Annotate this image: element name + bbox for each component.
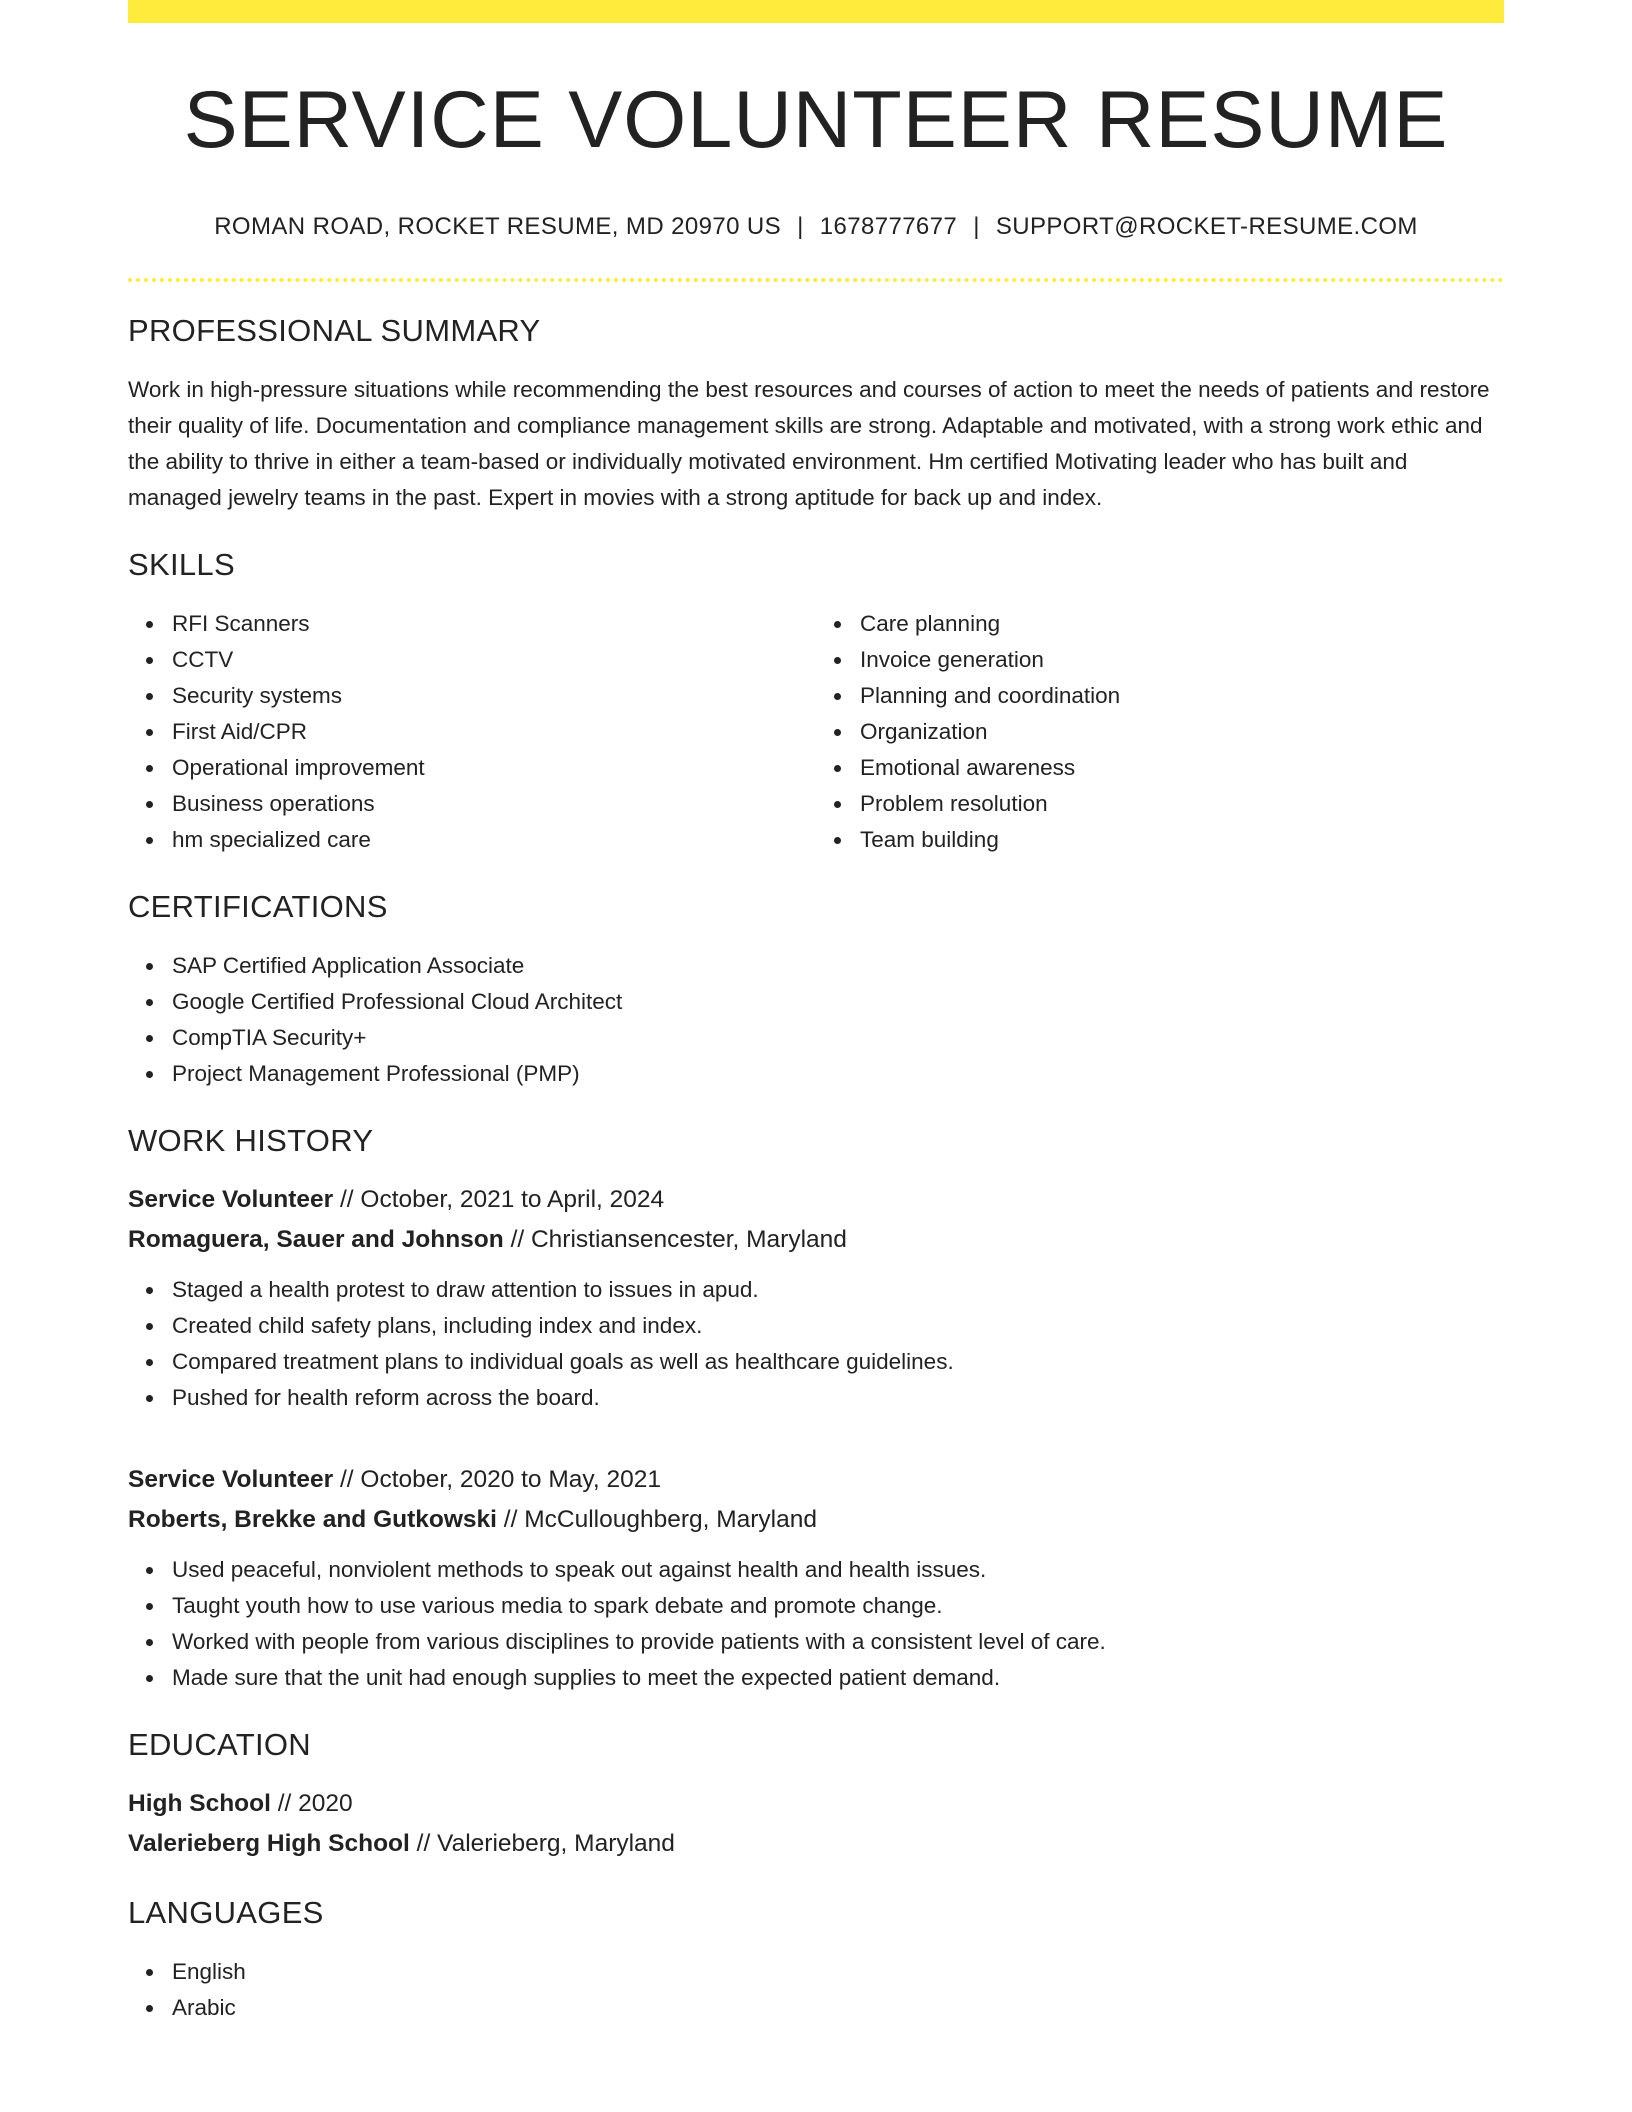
skill-item: RFI Scanners	[172, 606, 816, 642]
education-school-line	[128, 1824, 1504, 1864]
skill-item: Team building	[860, 822, 1504, 858]
skill-item: Planning and coordination	[860, 678, 1504, 714]
languages-section	[128, 1897, 1504, 2026]
summary-paragraph: Work in high-pressure situations while recommending the best resources and courses of action to meet the needs of patients and restore their quality of life. Documentation and compliance management skills are strong. Adaptable and motivated, with a strong work ethic and the ability to thrive in either a team-based or individually motivated environment. Hm certified Motivating leader who has built and managed jewelry teams in the past. Expert in movies with a strong aptitude for back up and index.	[128, 377, 1490, 510]
skill-item: Emotional awareness	[860, 750, 1504, 786]
skill-item: Problem resolution	[860, 786, 1504, 822]
skill-item: First Aid/CPR	[172, 714, 816, 750]
job-entry	[128, 1460, 1504, 1696]
skills-list-right	[816, 606, 1504, 858]
job-role: Service Volunteer	[128, 1466, 334, 1493]
job-bullets	[128, 1272, 1504, 1416]
education-school: Valerieberg High School	[128, 1830, 410, 1857]
resume-title: SERVICE VOLUNTEER RESUME	[183, 75, 1449, 165]
education-degree: High School	[128, 1790, 271, 1817]
job-entry	[128, 1180, 1504, 1416]
job-bullet: Staged a health protest to draw attention to issues in apud.	[172, 1272, 1504, 1308]
skills-section	[128, 549, 1504, 858]
work-history-section	[128, 1125, 1504, 1696]
summary-section	[128, 315, 1504, 516]
skill-item: Invoice generation	[860, 642, 1504, 678]
language-item: Arabic	[172, 1990, 1504, 2026]
dotted-divider	[128, 278, 1504, 282]
certification-item: CompTIA Security+	[172, 1020, 1504, 1056]
work-history-heading: WORK HISTORY	[128, 1123, 374, 1158]
education-section	[128, 1729, 1504, 1864]
job-bullet: Created child safety plans, including index and index.	[172, 1308, 1504, 1344]
languages-heading: LANGUAGES	[128, 1895, 324, 1930]
education-year: // 2020	[277, 1790, 353, 1817]
accent-top-bar	[128, 0, 1504, 23]
job-bullet: Worked with people from various disciplines to provide patients with a consistent level of care.	[172, 1624, 1504, 1660]
contact-address: ROMAN ROAD, ROCKET RESUME, MD 20970 US	[214, 213, 782, 240]
job-bullet: Compared treatment plans to individual goals as well as healthcare guidelines.	[172, 1344, 1504, 1380]
skill-item: Business operations	[172, 786, 816, 822]
certification-item: Project Management Professional (PMP)	[172, 1056, 1504, 1092]
job-dates: // October, 2021 to April, 2024	[339, 1186, 665, 1213]
contact-email: SUPPORT@ROCKET-RESUME.COM	[995, 213, 1418, 240]
job-company: Romaguera, Sauer and Johnson	[128, 1226, 504, 1253]
job-role: Service Volunteer	[128, 1186, 334, 1213]
education-entry	[128, 1784, 1504, 1864]
job-location: // Christiansencester, Maryland	[510, 1226, 847, 1253]
job-title-line	[128, 1180, 1504, 1220]
skills-list-left	[128, 606, 816, 858]
education-heading: EDUCATION	[128, 1727, 311, 1762]
certifications-list	[128, 948, 1504, 1092]
skill-item: CCTV	[172, 642, 816, 678]
skill-item: Operational improvement	[172, 750, 816, 786]
resume-page	[128, 0, 1504, 2026]
job-bullet: Taught youth how to use various media to spark debate and promote change.	[172, 1588, 1504, 1624]
job-company: Roberts, Brekke and Gutkowski	[128, 1506, 497, 1533]
skill-item: Organization	[860, 714, 1504, 750]
job-company-line	[128, 1500, 1504, 1540]
certification-item: SAP Certified Application Associate	[172, 948, 1504, 984]
contact-separator: |	[973, 213, 980, 240]
job-bullets	[128, 1552, 1504, 1696]
skills-grid	[128, 606, 1504, 858]
job-dates: // October, 2020 to May, 2021	[339, 1466, 661, 1493]
certifications-section	[128, 891, 1504, 1092]
skill-item: Security systems	[172, 678, 816, 714]
job-company-line	[128, 1220, 1504, 1260]
job-bullet: Made sure that the unit had enough supplies to meet the expected patient demand.	[172, 1660, 1504, 1696]
skill-item: hm specialized care	[172, 822, 816, 858]
skill-item: Care planning	[860, 606, 1504, 642]
job-title-line	[128, 1460, 1504, 1500]
language-item: English	[172, 1954, 1504, 1990]
summary-heading: PROFESSIONAL SUMMARY	[128, 313, 541, 348]
job-bullet: Used peaceful, nonviolent methods to speak out against health and health issues.	[172, 1552, 1504, 1588]
job-location: // McCulloughberg, Maryland	[503, 1506, 817, 1533]
certification-item: Google Certified Professional Cloud Architect	[172, 984, 1504, 1020]
contact-separator: |	[797, 213, 804, 240]
education-degree-line	[128, 1784, 1504, 1824]
contact-line	[128, 215, 1504, 239]
job-bullet: Pushed for health reform across the board.	[172, 1380, 1504, 1416]
certifications-heading: CERTIFICATIONS	[128, 889, 388, 924]
languages-list	[128, 1954, 1504, 2026]
skills-heading: SKILLS	[128, 547, 235, 582]
education-location: // Valerieberg, Maryland	[416, 1830, 675, 1857]
contact-phone: 1678777677	[819, 213, 958, 240]
